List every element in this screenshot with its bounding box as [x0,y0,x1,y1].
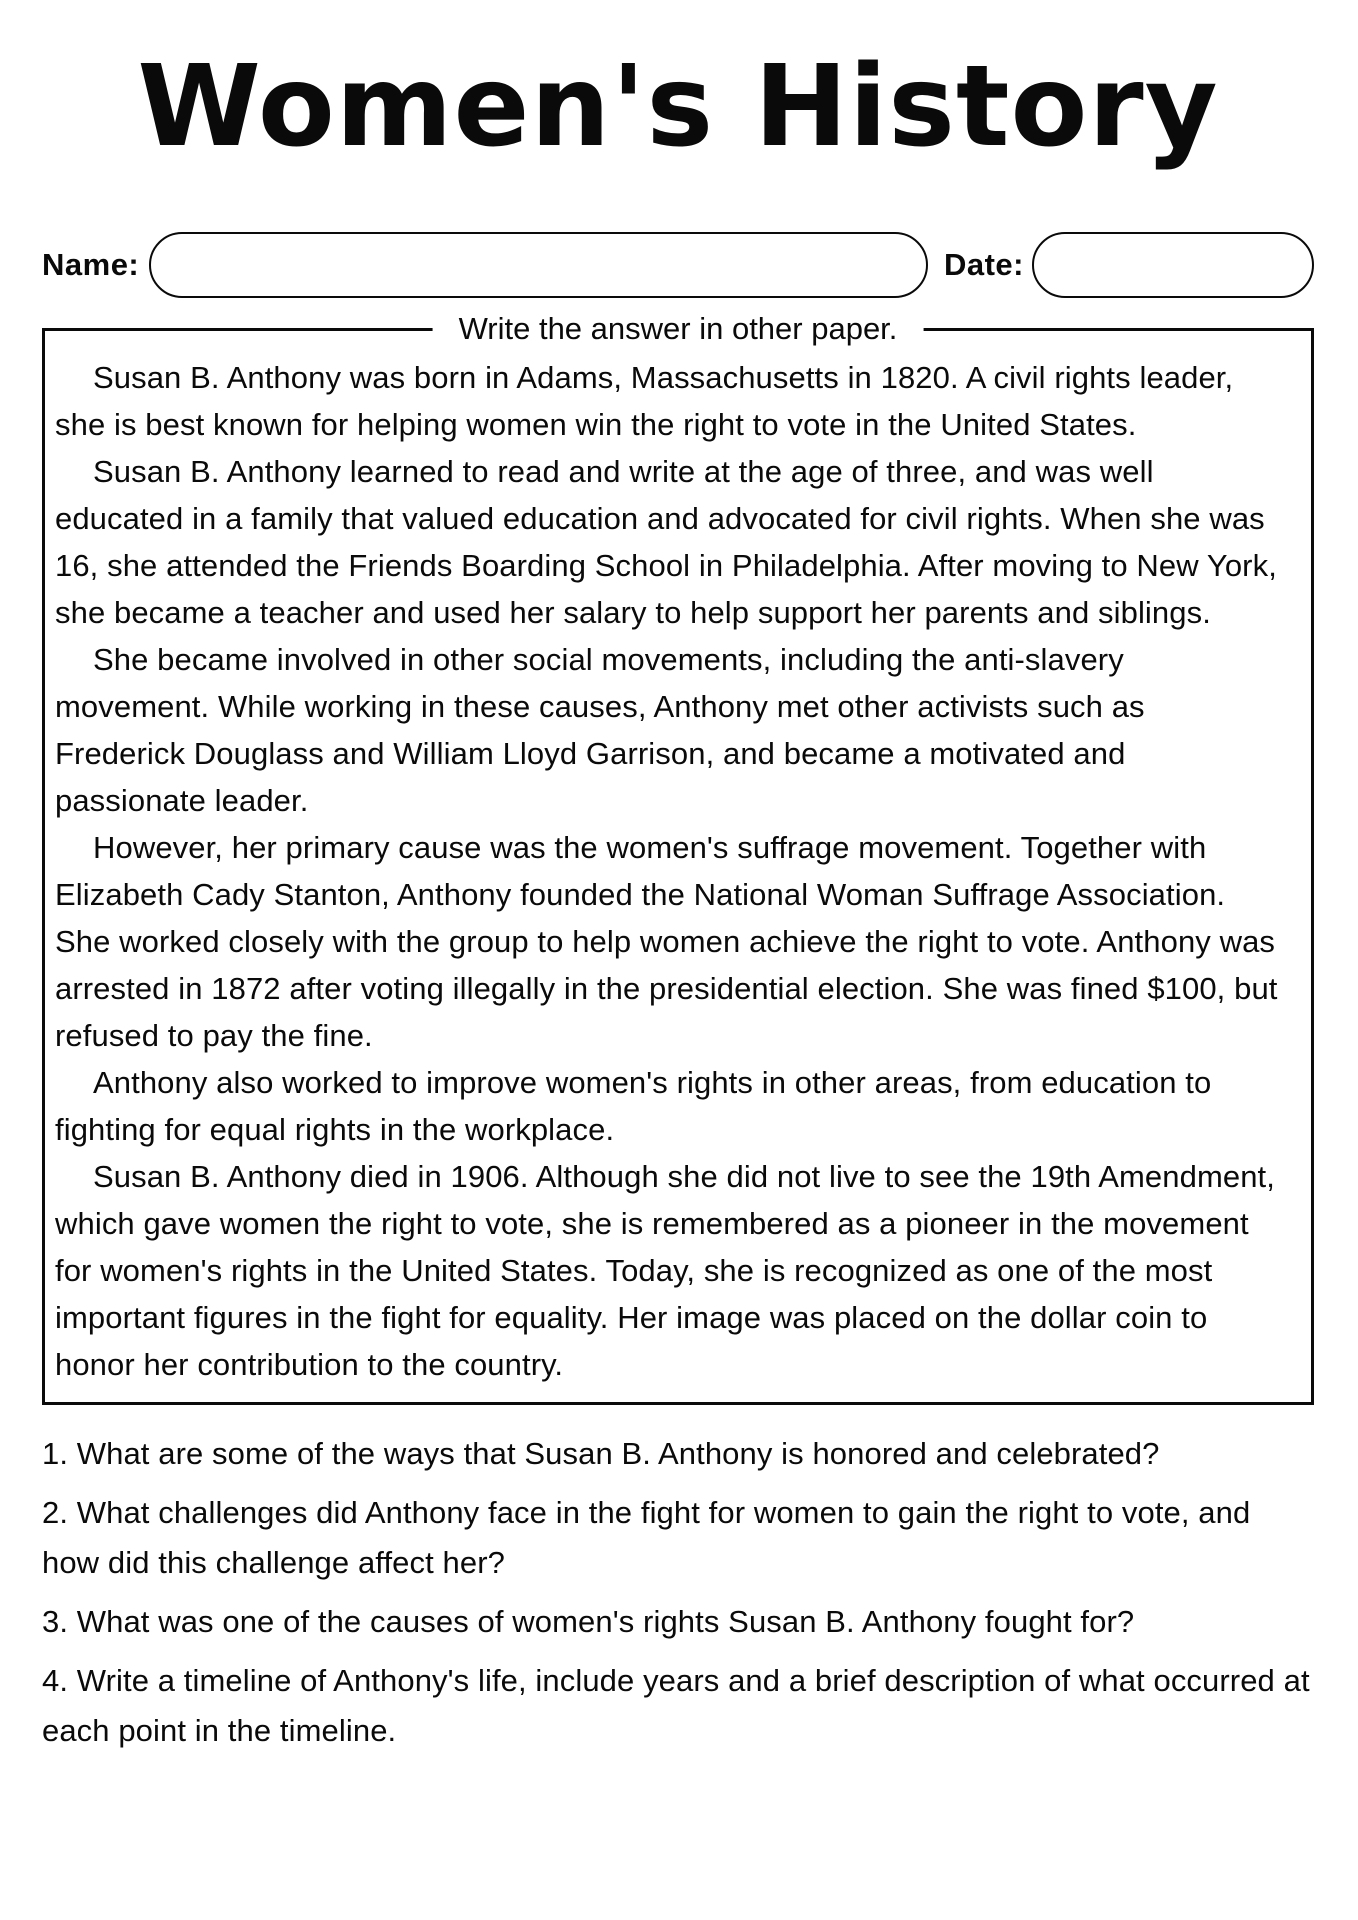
passage-paragraph-3: She became involved in other social movements, including the anti-slavery movement. While working in these causes, Anthony met other activists such as Frederick Douglass and William Lloyd Garrison, and became a motivated and passionate leader. [55,642,1145,818]
name-input[interactable] [149,232,928,298]
name-date-row [42,232,1314,298]
passage-paragraph-2: Susan B. Anthony learned to read and write at the age of three, and was well educated in a family that valued education and advocated for civil rights. When she was 16, she attended the Friends Boarding School in Philadelphia. After moving to New York, she became a teacher and used her salary to help support her parents and siblings. [55,454,1277,630]
question-1: 1. What are some of the ways that Susan B. Anthony is honored and celebrated? [42,1436,1160,1471]
question-3: 3. What was one of the causes of women's rights Susan B. Anthony fought for? [42,1604,1135,1639]
questions-section [42,1429,1314,1756]
page-title: Women's History [137,42,1219,172]
passage-paragraph-4: However, her primary cause was the women's suffrage movement. Together with Elizabeth Cady Stanton, Anthony founded the National Woman Suffrage Association. She worked closely with the group to help women achieve the right to vote. Anthony was arrested in 1872 after voting illegally in the presidential election. She was fined $100, but refused to pay the fine. [55,830,1278,1053]
question-4: 4. Write a timeline of Anthony's life, include years and a brief description of what occurred at each point in the timeline. [42,1663,1310,1748]
date-input[interactable] [1032,232,1314,298]
question-2: 2. What challenges did Anthony face in the fight for women to gain the right to vote, and how did this challenge affect her? [42,1495,1251,1580]
date-label: Date: [943,247,1024,282]
passage-paragraph-1: Susan B. Anthony was born in Adams, Massachusetts in 1820. A civil rights leader, she is best known for helping women win the right to vote in the United States. [55,360,1234,442]
passage-paragraph-6: Susan B. Anthony died in 1906. Although she did not live to see the 19th Amendment, which gave women the right to vote, she is remembered as a pioneer in the movement for women's rights in the United States. Today, she is recognized as one of the most important figures in the fight for equality. Her image was placed on the dollar coin to honor her contribution to the country. [55,1159,1275,1382]
instruction-text: Write the answer in other paper. [433,305,924,353]
passage-paragraph-5: Anthony also worked to improve women's rights in other areas, from education to fighting for equal rights in the workplace. [55,1065,1212,1147]
passage-box [42,311,1314,1405]
name-label: Name: [42,247,140,282]
